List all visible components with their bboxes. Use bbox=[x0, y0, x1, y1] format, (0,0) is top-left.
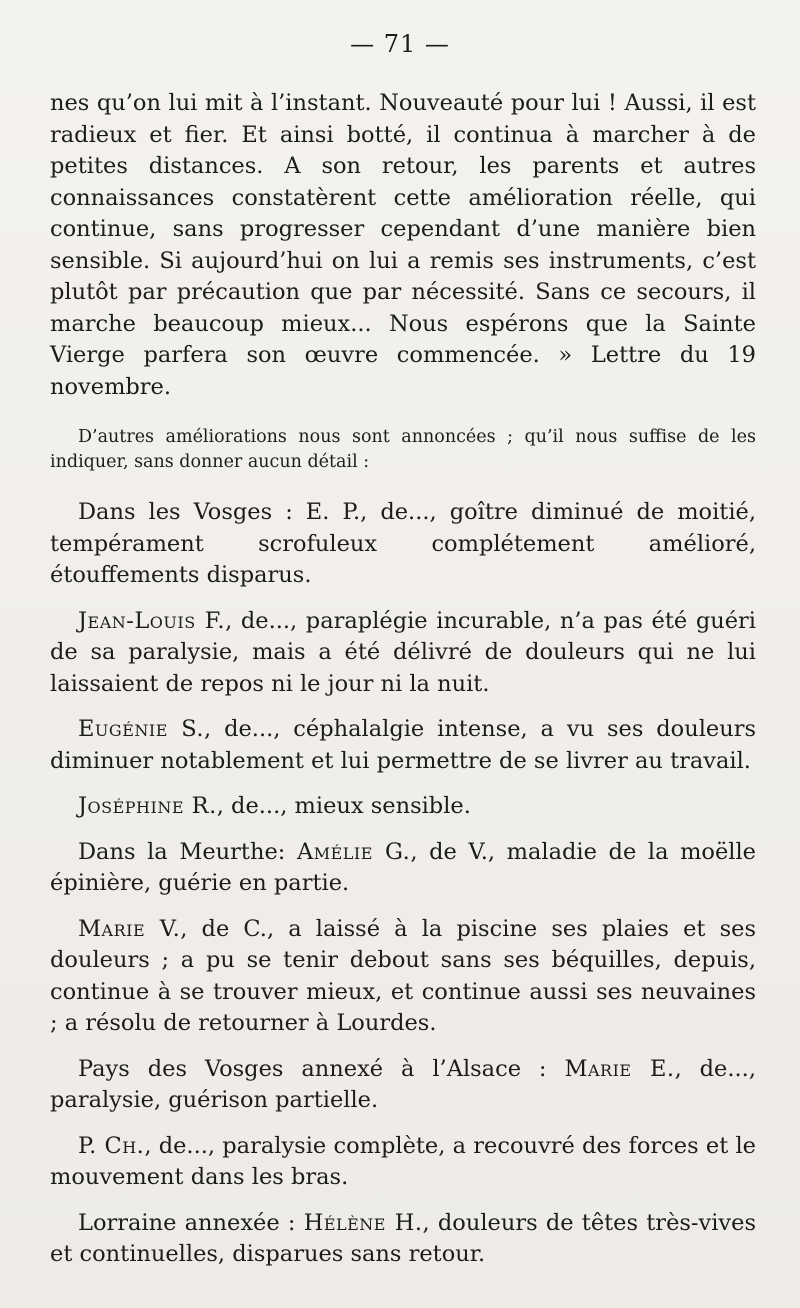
paragraph-text: , de..., mieux sensible. bbox=[216, 793, 471, 819]
person-name: Jean-Louis F. bbox=[78, 607, 226, 634]
paragraph-josephine bbox=[50, 791, 756, 823]
paragraph-text: , de..., paralysie, guérison partielle. bbox=[50, 1055, 756, 1113]
page-number: — 71 — bbox=[350, 30, 450, 58]
person-name: Hélène H. bbox=[303, 1209, 423, 1236]
person-name: Marie E. bbox=[564, 1055, 675, 1082]
person-name: Eugénie S. bbox=[78, 716, 205, 742]
paragraph-prefix: Lorraine annexée : bbox=[78, 1209, 304, 1236]
paragraph-text: , douleurs de têtes très-vives et continuelles, disparues sans retour. bbox=[50, 1209, 757, 1267]
paragraph-eugenie bbox=[50, 714, 756, 777]
paragraph-text: , de..., céphalalgie intense, a vu ses douleurs diminuer notablement et lui permettre de se livrer au travail. bbox=[50, 716, 756, 774]
person-name: P. Ch. bbox=[78, 1132, 145, 1159]
paragraph-helene bbox=[50, 1208, 756, 1271]
person-name: Amélie G. bbox=[296, 838, 411, 865]
person-name: Joséphine R. bbox=[78, 793, 217, 819]
paragraph-marie-e bbox=[50, 1054, 756, 1117]
paragraph-vosges-ep: Dans les Vosges : E. P., de..., goître diminué de moitié, tempérament scrofuleux complétement amélioré, étouffements disparus. bbox=[50, 499, 756, 588]
page-body bbox=[50, 88, 756, 1271]
paragraph-text: , de..., paraplégie incurable, n’a pas été guéri de sa paralysie, mais a été délivré de douleurs qui ne lui laissaient de repos ni le jour ni la nuit. bbox=[50, 607, 757, 697]
paragraph-prefix: Dans la Meurthe: bbox=[78, 838, 297, 865]
paragraph-p-ch bbox=[50, 1131, 756, 1194]
paragraph-continuation: nes qu’on lui mit à l’instant. Nouveauté pour lui ! Aussi, il est radieux et fier. Et ainsi botté, il continua à marcher à de petites distances. A son retour, les parents et autres connaissances constatèrent cette amélioration réelle, qui continue, sans progresser cependant d’une manière bien sensible. Si aujourd’hui on lui a remis ses instruments, c’est plutôt par précaution que par nécessité. Sans ce secours, il marche beaucoup mieux... Nous espérons que la Sainte Vierge parfera son œuvre commencée. » Lettre du 19 novembre. bbox=[50, 90, 756, 400]
paragraph-intro-small: D’autres améliorations nous sont annoncées ; qu’il nous suffise de les indiquer, sans donner aucun détail : bbox=[50, 427, 756, 472]
person-name: Marie V. bbox=[78, 915, 181, 942]
paragraph-marie-v bbox=[50, 914, 756, 1040]
paragraph-text: , de C., a laissé à la piscine ses plaies et ses douleurs ; a pu se tenir debout sans ses béquilles, depuis, continue à se trouver mieux, et continue aussi ses neuvaines ; a résolu de retourner à Lourdes. bbox=[50, 915, 756, 1036]
paragraph-text: , de V., maladie de la moëlle épinière, guérie en partie. bbox=[50, 838, 756, 896]
paragraph-amelie bbox=[50, 837, 756, 900]
paragraph-jean-louis bbox=[50, 606, 756, 701]
paragraph-prefix: Pays des Vosges annexé à l’Alsace : bbox=[78, 1055, 565, 1082]
paragraph-text: , de..., paralysie complète, a recouvré des forces et le mouvement dans les bras. bbox=[50, 1132, 756, 1190]
